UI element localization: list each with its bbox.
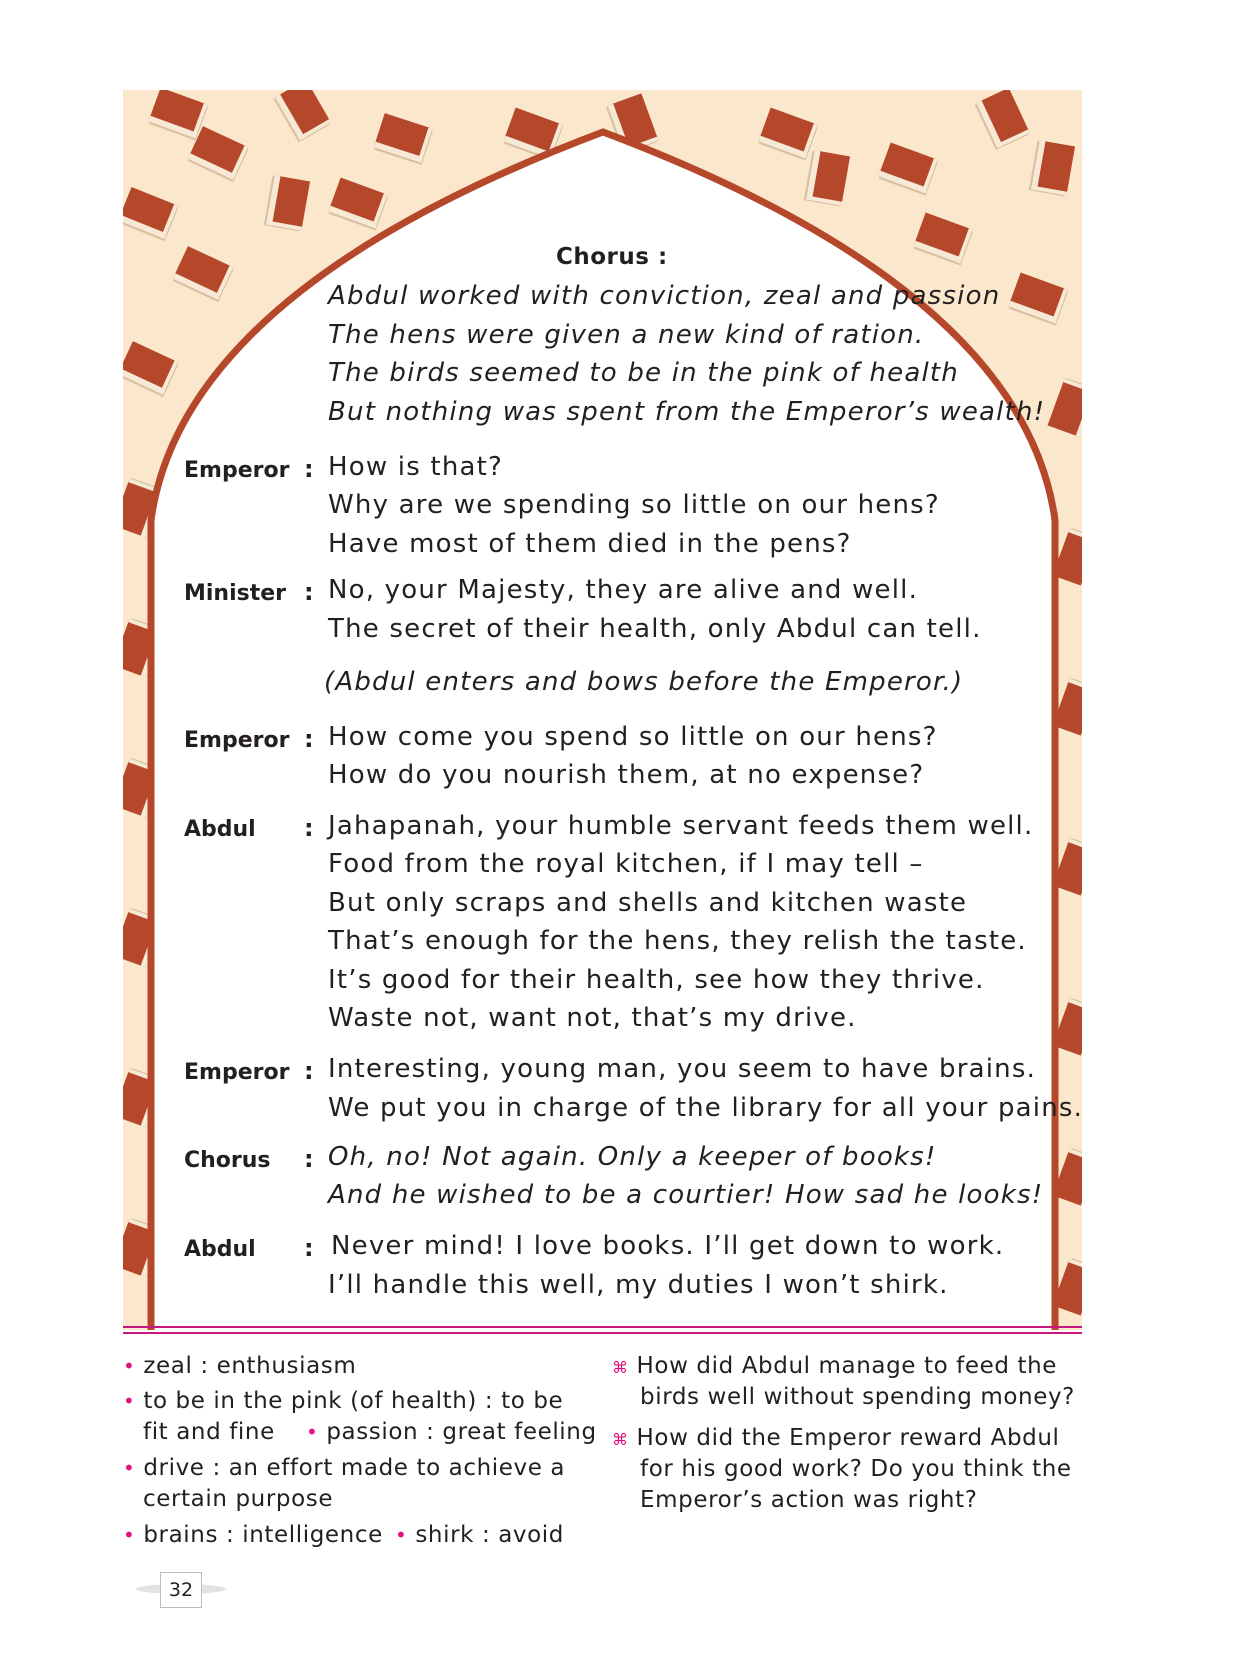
speaker-colon: :	[304, 578, 314, 606]
dialogue-line: And he wished to be a courtier! How sad he looks!	[328, 1180, 1044, 1210]
dialogue-line: Waste not, want not, that’s my drive.	[328, 1003, 857, 1033]
dialogue-line: Interesting, young man, you seem to have brains.	[328, 1054, 1037, 1084]
speaker-name: Emperor	[184, 728, 290, 753]
bullet-icon: •	[395, 1523, 408, 1547]
dialogue-line: No, your Majesty, they are alive and well.	[328, 575, 919, 605]
command-icon: ⌘	[612, 1430, 629, 1449]
dialogue-line: But only scraps and shells and kitchen waste	[328, 888, 968, 918]
speaker-colon: :	[304, 1145, 314, 1173]
dialogue-line: Food from the royal kitchen, if I may tell –	[328, 849, 924, 879]
dialogue-line: I’ll handle this well, my duties I won’t shirk.	[328, 1270, 949, 1300]
section-divider	[123, 1326, 1082, 1328]
glossary-item: • brains : intelligence	[123, 1522, 383, 1548]
question-item: ⌘ How did Abdul manage to feed the	[612, 1353, 1058, 1379]
bullet-icon: •	[306, 1420, 319, 1444]
bullet-icon: •	[123, 1354, 136, 1378]
chorus-verse-line: The hens were given a new kind of ration.	[328, 320, 925, 350]
dialogue-line: Jahapanah, your humble servant feeds them well.	[328, 811, 1034, 841]
glossary-item: • passion : great feeling	[306, 1419, 597, 1445]
bullet-icon: •	[123, 1389, 136, 1413]
dialogue-line: Have most of them died in the pens?	[328, 529, 852, 559]
dialogue-line: Never mind! I love books. I’ll get down to work.	[331, 1231, 1005, 1261]
question-item: ⌘ How did the Emperor reward Abdul	[612, 1425, 1060, 1451]
page-number: 32	[160, 1572, 202, 1608]
dialogue-line: It’s good for their health, see how they thrive.	[328, 965, 985, 995]
speaker-name: Chorus	[184, 1148, 271, 1173]
speaker-name: Abdul	[184, 1237, 256, 1262]
glossary-item: • drive : an effort made to achieve a	[123, 1455, 566, 1481]
dialogue-line: How come you spend so little on our hens?	[328, 722, 938, 752]
dialogue-line: Why are we spending so little on our hens?	[328, 490, 940, 520]
speaker-colon: :	[304, 1234, 314, 1262]
glossary-item: • zeal : enthusiasm	[123, 1353, 357, 1379]
stage-direction: (Abdul enters and bows before the Emperor.)	[324, 667, 964, 697]
chorus-verse-line: The birds seemed to be in the pink of health	[328, 358, 959, 388]
bullet-icon: •	[123, 1456, 136, 1480]
glossary-item: • to be in the pink (of health) : to be	[123, 1388, 564, 1414]
speaker-name: Abdul	[184, 817, 256, 842]
speaker-name: Minister	[184, 581, 287, 606]
bullet-icon: •	[123, 1523, 136, 1547]
speaker-colon: :	[304, 725, 314, 753]
dialogue-line: The secret of their health, only Abdul can tell.	[328, 614, 982, 644]
chorus-verse-line: Abdul worked with conviction, zeal and passion	[328, 281, 1001, 311]
section-divider	[123, 1332, 1082, 1334]
chorus-verse-line: But nothing was spent from the Emperor’s wealth!	[328, 397, 1046, 427]
question-line: Emperor’s action was right?	[640, 1487, 978, 1513]
dialogue-line: How is that?	[328, 452, 504, 482]
dialogue-line: That’s enough for the hens, they relish the taste.	[328, 926, 1027, 956]
question-line: birds well without spending money?	[640, 1384, 1075, 1410]
glossary-item: certain purpose	[143, 1486, 334, 1512]
chorus-heading: Chorus :	[556, 244, 668, 270]
command-icon: ⌘	[612, 1358, 629, 1377]
page-number-badge	[136, 1572, 226, 1606]
question-line: for his good work? Do you think the	[640, 1456, 1072, 1482]
speaker-name: Emperor	[184, 458, 290, 483]
speaker-name: Emperor	[184, 1060, 290, 1085]
speaker-colon: :	[304, 1057, 314, 1085]
speaker-colon: :	[304, 814, 314, 842]
dialogue-line: How do you nourish them, at no expense?	[328, 760, 925, 790]
dialogue-line: We put you in charge of the library for all your pains.	[328, 1093, 1084, 1123]
dialogue-line: Oh, no! Not again. Only a keeper of books!	[328, 1142, 937, 1172]
speaker-colon: :	[304, 455, 314, 483]
glossary-item: fit and fine	[143, 1419, 275, 1445]
glossary-item: • shirk : avoid	[395, 1522, 564, 1548]
